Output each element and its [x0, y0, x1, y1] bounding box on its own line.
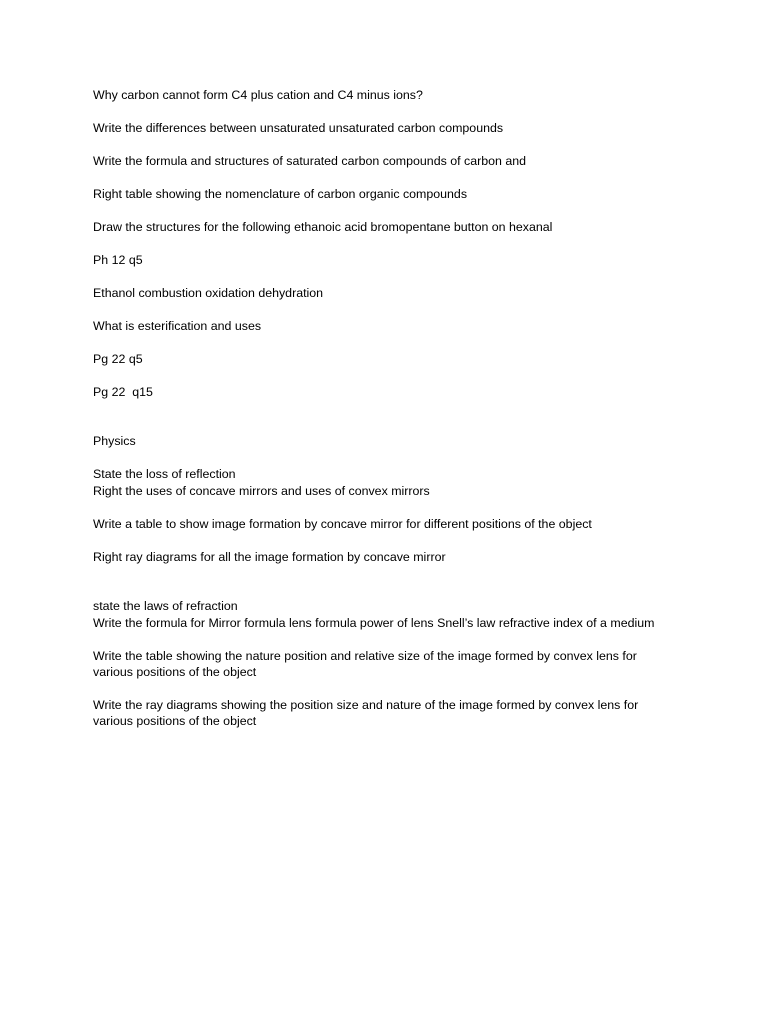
document-body [93, 87, 678, 746]
question-laws-reflection: State the loss of reflection [93, 467, 236, 482]
question-carbon-ions: Why carbon cannot form C4 plus cation and C4 minus ions? [93, 88, 423, 102]
question-convex-image-table: Write the table showing the nature position and relative size of the image formed by convex lens for various positions of the object [93, 648, 641, 680]
question-esterification: What is esterification and uses [93, 319, 262, 333]
question-concave-ray-diagrams: Right ray diagrams for all the image formation by concave mirror [93, 549, 446, 564]
question-draw-structures: Draw the structures for the following ethanoic acid bromopentane button on hexanal [93, 220, 553, 234]
question-ethanol-reactions: Ethanol combustion oxidation dehydration [93, 286, 324, 300]
question-saturated-formula: Write the formula and structures of saturated carbon compounds of carbon and [93, 154, 526, 168]
section-heading-physics: Physics [93, 434, 136, 449]
question-formulas: Write the formula for Mirror formula lens formula power of lens Snell’s law refractive index of a medium [93, 615, 655, 630]
question-nomenclature-table: Right table showing the nomenclature of carbon organic compounds [93, 187, 468, 201]
question-concave-image-table: Write a table to show image formation by concave mirror for different positions of the object [93, 516, 592, 531]
question-unsaturated-differences: Write the differences between unsaturated unsaturated carbon compounds [93, 121, 504, 135]
reference-ph-12-q5: Ph 12 q5 [93, 253, 143, 267]
question-mirror-uses: Right the uses of concave mirrors and uses of convex mirrors [93, 483, 430, 498]
reference-pg-22-q15: Pg 22 q15 [93, 385, 153, 399]
question-convex-ray-diagrams: Write the ray diagrams showing the position size and nature of the image formed by convex lens for various positions of the object [93, 698, 642, 729]
reference-pg-22-q5: Pg 22 q5 [93, 352, 143, 366]
question-laws-refraction: state the laws of refraction [93, 599, 238, 614]
